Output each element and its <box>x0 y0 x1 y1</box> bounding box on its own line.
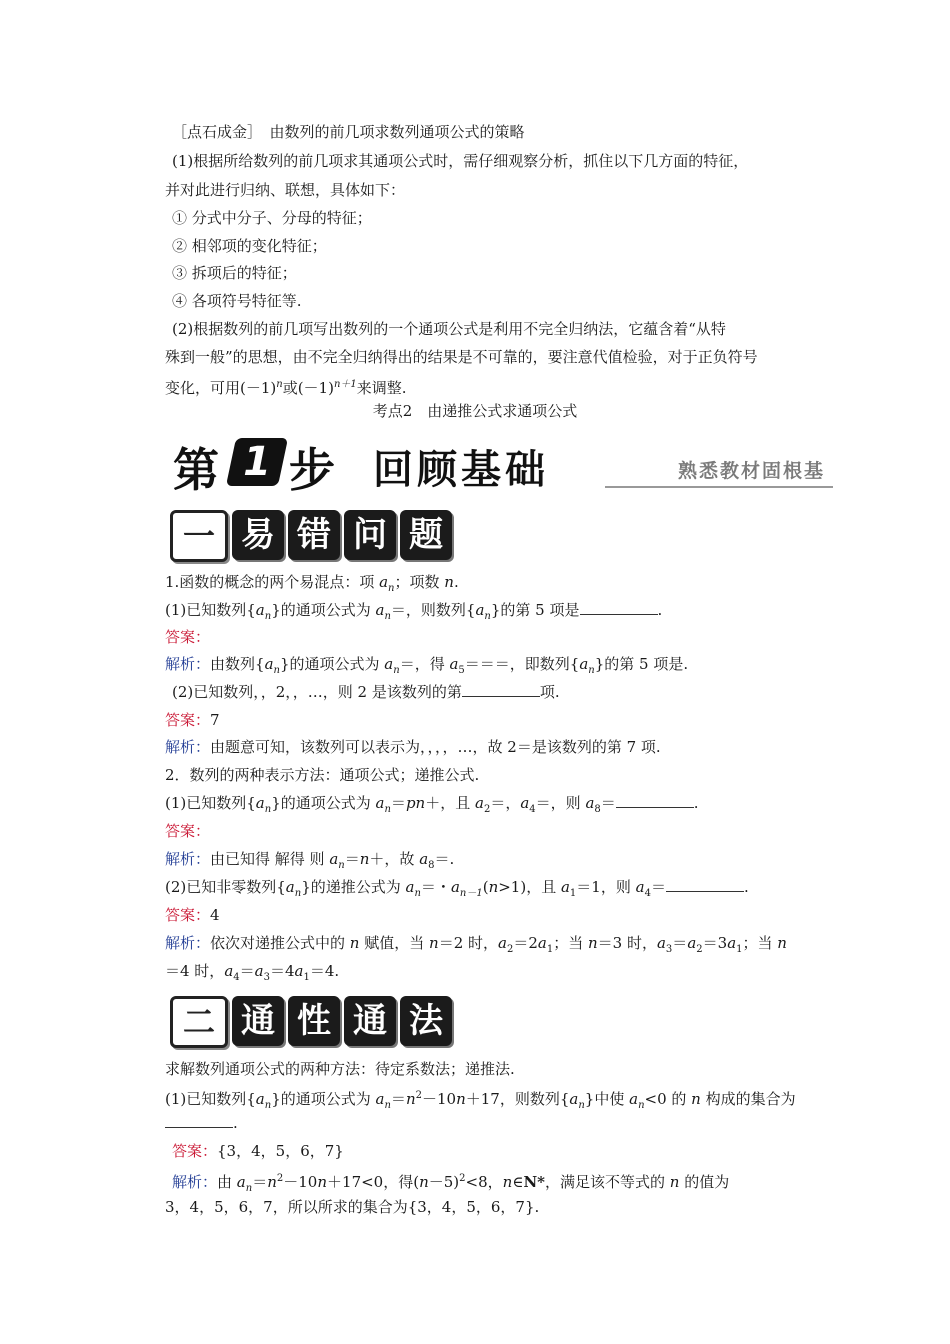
tips-p2b: 殊到一般”的思想，由不完全归纳得出的结果是不可靠的，要注意代值检验，对于正负符号 <box>165 348 758 366</box>
tips-item-4: ④ 各项符号特征等. <box>172 292 302 310</box>
q1-answer-1: 答案： <box>165 628 211 646</box>
q1-analysis-2: 解析：由题意可知，该数列可以表示为，，，，…，故 2＝是该数列的第 7 项. <box>165 738 661 756</box>
banner-title: 回顾基础 <box>373 447 549 493</box>
section-number-box: 一 <box>170 510 228 562</box>
tips-heading: ［点石成金］ 由数列的前几项求数列通项公式的策略 <box>172 123 525 141</box>
q3-title: 求解数列通项公式的两种方法：待定系数法；递推法. <box>165 1060 515 1078</box>
section-tile: 题 <box>400 510 452 560</box>
kaodian-title: 考点2 由递推公式求通项公式 <box>372 402 578 420</box>
q1-title: 1.函数的概念的两个易混点：项 $a_n$；项数 n. <box>165 573 459 594</box>
banner-subtitle: 熟悉教材固根基 <box>677 460 825 482</box>
q3-answer-1: 答案：{3，4，5，6，7} <box>172 1142 344 1160</box>
answer-blank <box>580 600 658 615</box>
tips-p1b: 并对此进行归纳、联想，具体如下： <box>165 181 406 199</box>
q1-answer-2: 答案：7 <box>165 711 220 729</box>
section-tile: 通 <box>232 996 284 1046</box>
section-tile: 问 <box>344 510 396 560</box>
q2-analysis-2b: ＝4 时，$a_4=a_3=4a_1=4$. <box>165 962 340 983</box>
q1-analysis-1: 解析：由数列$\{a_n\}$的通项公式为 $a_n=$，得 $a_5===$，即数列$\{a_n\}$的第 5 项是. <box>165 655 689 676</box>
q2-sub1: (1)已知数列$\{a_n\}$的通项公式为 $a_n=pn+$，且 $a_2=$，$a_4=$，则 $a_8=$ . <box>165 794 699 815</box>
answer-blank <box>666 877 744 892</box>
section-tile: 易 <box>232 510 284 560</box>
q2-answer-1: 答案： <box>165 822 211 840</box>
tips-item-2: ② 相邻项的变化特征； <box>172 237 327 255</box>
q2-title: 2．数列的两种表示方法：通项公式；递推公式. <box>165 766 480 784</box>
section-tile: 通 <box>344 996 396 1046</box>
q2-analysis-2a: 解析：依次对递推公式中的 n 赋值，当 n＝2 时，$a_2=2a_1$；当 n＝3 时，$a_3=a_2=3a_1$；当 n <box>165 934 787 955</box>
section-number-box: 二 <box>170 996 228 1048</box>
section-tile: 性 <box>288 996 340 1046</box>
q1-sub1: (1)已知数列$\{a_n\}$的通项公式为 $a_n=$，则数列$\{a_n\}$的第 5 项是 . <box>165 601 663 622</box>
q3-analysis-1b: 3，4，5，6，7，所以所求的集合为{3，4，5，6，7}. <box>165 1198 540 1216</box>
banner-rule <box>605 486 833 488</box>
banner-di: 第 <box>173 443 219 497</box>
q2-answer-2: 答案：4 <box>165 906 220 924</box>
answer-blank <box>462 682 540 697</box>
step-banner <box>165 432 833 497</box>
q2-sub2: (2)已知非零数列$\{a_n\}$的递推公式为 $a_n=$・$a_{n-1}(n>1)$，且 $a_1=1$，则 $a_4=$ . <box>165 878 749 899</box>
tips-item-1: ① 分式中分子、分母的特征； <box>172 209 372 227</box>
banner-step-number: 1 <box>226 438 288 486</box>
banner-bu: 步 <box>289 443 335 497</box>
tips-p2c: 变化，可用$(-1)^n$或$(-1)^{n+1}$来调整. <box>165 379 407 397</box>
q1-sub2: (2)已知数列，，2，，…，则 2 是该数列的第 项. <box>172 683 560 701</box>
answer-blank <box>616 793 694 808</box>
tips-item-3: ③ 拆项后的特征； <box>172 264 297 282</box>
answer-blank <box>165 1113 233 1128</box>
q3-sub1-blank: . <box>165 1112 238 1134</box>
section-tile: 错 <box>288 510 340 560</box>
section-tile: 法 <box>400 996 452 1046</box>
q3-sub1: (1)已知数列$\{a_n\}$的通项公式为 $a_n=n^2-10n+17$，则数列$\{a_n\}$中使 $a_n<0$ 的 n 构成的集合为 <box>165 1090 796 1111</box>
tips-p2a: (2)根据数列的前几项写出数列的一个通项公式是利用不完全归纳法，它蕴含着“从特 <box>172 320 726 338</box>
tips-p1a: (1)根据所给数列的前几项求其通项公式时，需仔细观察分析，抓住以下几方面的特征， <box>172 152 749 170</box>
q3-analysis-1a: 解析：由 $a_n=n^2-10n+17<0$，得$(n-5)^2<8$，n∈N*，满足该不等式的 n 的值为 <box>172 1173 730 1194</box>
q2-analysis-1: 解析：由已知得 解得 则 $a_n=n+$，故 $a_8=$. <box>165 850 455 871</box>
